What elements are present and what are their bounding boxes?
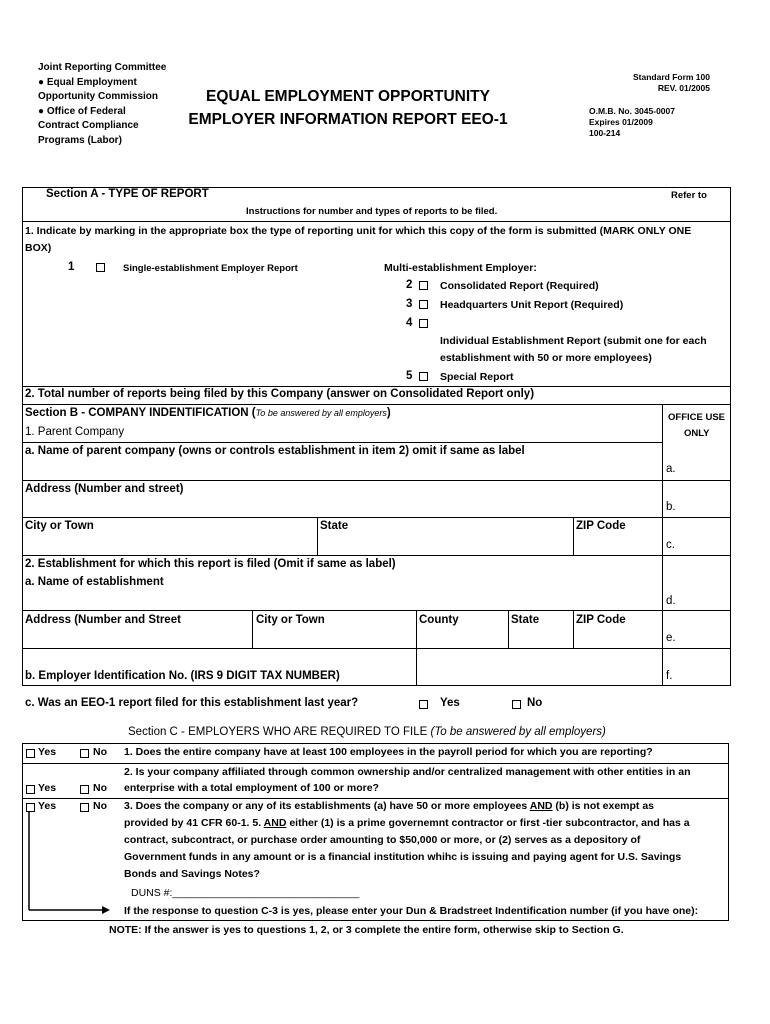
committee-line: Joint Reporting Committee [38,62,167,73]
committee-block [38,61,166,148]
section-b-title-italic: To be answered by all employers [255,408,387,418]
c2-question-2: enterprise with a total employment of 100 or more? [124,782,379,794]
section-c-title-text: Section C - EMPLOYERS WHO ARE REQUIRED TO FILE [128,726,428,738]
c3-q2-and: AND [263,817,287,829]
refer-to: Refer to [671,190,707,201]
address-label: Address (Number and street) [25,483,184,495]
committee-line: Contract Compliance [38,120,139,131]
c2-no-checkbox[interactable] [80,785,89,794]
c3-question-2 [124,817,690,829]
eeo1-no-checkbox[interactable] [512,700,521,709]
omb-number: O.M.B. No. 3045-0007 [589,106,675,116]
opt4-number: 4 [406,317,413,329]
office-use-1: OFFICE USE [668,412,726,423]
c1-question: 1. Does the entire company have at least 100 employees in the payroll period for which you are reporting? [124,746,653,758]
c1-no-checkbox[interactable] [80,749,89,758]
c3-q1-post: (b) is not exempt as [552,800,655,812]
c3-yes-label: Yes [38,800,57,812]
c3-question-4: Government funds in any amount or is a financial institution whihc is issuing and paying agent for U.S. Savings [124,851,682,863]
committee-line: ● Office of Federal [38,105,126,117]
c3-q2-post: either (1) is a prime governemnt contractor or first -tier subcontractor, and has a [286,817,690,829]
c2-no-label: No [93,782,107,794]
office-code-b: b. [666,501,676,513]
eeo1-filed-question: c. Was an EEO-1 report filed for this establishment last year? [25,697,359,709]
section-c-title [128,726,606,738]
eeo1-yes-checkbox[interactable] [419,700,428,709]
parent-name-label: a. Name of parent company (owns or controls establishment in item 2) omit if same as label [25,445,525,457]
opt4-label-2: establishment with 50 or more employees) [440,352,652,364]
standard-form: Standard Form 100 [633,72,710,82]
c3-question-3: contract, subcontract, or purchase order amounting to $50,000 or more, or (2) serves as a depository of [124,834,641,846]
duns-field[interactable]: DUNS #:________________________________ [131,887,360,899]
opt5-label: Special Report [440,371,514,383]
opt5-number: 5 [406,370,413,382]
opt1-checkbox[interactable] [96,263,105,272]
city2-label: City or Town [256,614,325,626]
committee-line: ● Equal Employment [38,76,137,88]
c2-question-1: 2. Is your company affiliated through common ownership and/or centralized management with other entities in an [124,766,691,778]
instructions-note: Instructions for number and types of reports to be filed. [246,206,498,217]
establishment-name-label: a. Name of establishment [25,576,164,588]
c3-q2-pre: provided by 41 CFR 60-1. 5. [124,817,264,829]
opt1-number: 1 [68,261,75,273]
multi-label: Multi-establishment Employer: [384,262,537,274]
c3-q1-and: AND [529,800,553,812]
section-b-title-close: ) [386,407,391,419]
form-title-line1: EQUAL EMPLOYMENT OPPORTUNITY [206,88,490,105]
opt5-checkbox[interactable] [419,372,428,381]
office-code-f: f. [666,670,673,682]
eeo1-yes-label: Yes [440,697,460,709]
opt4-label-1: Individual Establishment Report (submit one for each [440,335,707,347]
opt3-number: 3 [406,298,413,310]
c2-yes-checkbox[interactable] [26,785,35,794]
zip2-label: ZIP Code [576,614,626,626]
section-b-title [25,407,391,419]
opt2-checkbox[interactable] [419,281,428,290]
c3-question-1 [124,800,654,812]
bottom-note: NOTE: If the answer is yes to questions 1, 2, or 3 complete the entire form, otherwise skip to Section G. [109,924,624,936]
office-code-c: c. [666,539,675,551]
address2-label: Address (Number and Street [25,614,181,626]
c3-q1-pre: 3. Does the company or any of its establishments (a) have 50 or more employees [124,800,530,812]
c3-no-label: No [93,800,107,812]
city-label: City or Town [25,520,94,532]
zip-label: ZIP Code [576,520,626,532]
opt2-label: Consolidated Report (Required) [440,280,599,292]
parent-company: 1. Parent Company [25,426,125,438]
office-code-a: a. [666,463,676,475]
opt3-checkbox[interactable] [419,300,428,309]
c3-no-checkbox[interactable] [80,803,89,812]
c1-yes-label: Yes [38,746,57,758]
committee-line: Opportunity Commission [38,91,158,102]
opt2-number: 2 [406,279,413,291]
eeo1-no-label: No [527,697,543,709]
revision: REV. 01/2005 [657,83,710,93]
opt1-label: Single-establishment Employer Report [123,263,298,274]
c3-yes-checkbox[interactable] [26,803,35,812]
office-code-d: d. [666,595,676,607]
form-title-line2: EMPLOYER INFORMATION REPORT EEO-1 [188,111,508,128]
section-c-title-italic: (To be answered by all employers) [430,726,606,738]
form-code: 100-214 [589,128,621,138]
office-code-e: e. [666,632,676,644]
q1-text-cont: BOX) [25,242,52,254]
c1-no-label: No [93,746,107,758]
state-label: State [320,520,349,532]
expires: Expires 01/2009 [589,117,653,127]
c3-question-5: Bonds and Savings Notes? [124,868,260,880]
arrow-icon [24,812,114,917]
q2-total-reports: 2. Total number of reports being filed by this Company (answer on Consolidated Report only) [25,388,535,400]
c1-yes-checkbox[interactable] [26,749,35,758]
state2-label: State [511,614,540,626]
establishment-title: 2. Establishment for which this report is filed (Omit if same as label) [25,558,396,570]
office-use-2: ONLY [684,428,710,439]
county-label: County [419,614,459,626]
section-a-title: Section A - TYPE OF REPORT [46,188,209,200]
c2-yes-label: Yes [38,782,57,794]
q1-text: 1. Indicate by marking in the appropriate box the type of reporting unit for which this copy of the form is submitted (MARK ONLY ONE [25,225,692,237]
opt3-label: Headquarters Unit Report (Required) [440,299,624,311]
ein-label: b. Employer Identification No. (IRS 9 DIGIT TAX NUMBER) [25,670,340,682]
duns-note: If the response to question C-3 is yes, please enter your Dun & Bradstreet Indentification number (if you have one): [124,905,699,917]
committee-line: Programs (Labor) [38,134,122,146]
opt4-checkbox[interactable] [419,319,428,328]
section-b-title-text: Section B - COMPANY INDENTIFICATION ( [25,407,256,419]
